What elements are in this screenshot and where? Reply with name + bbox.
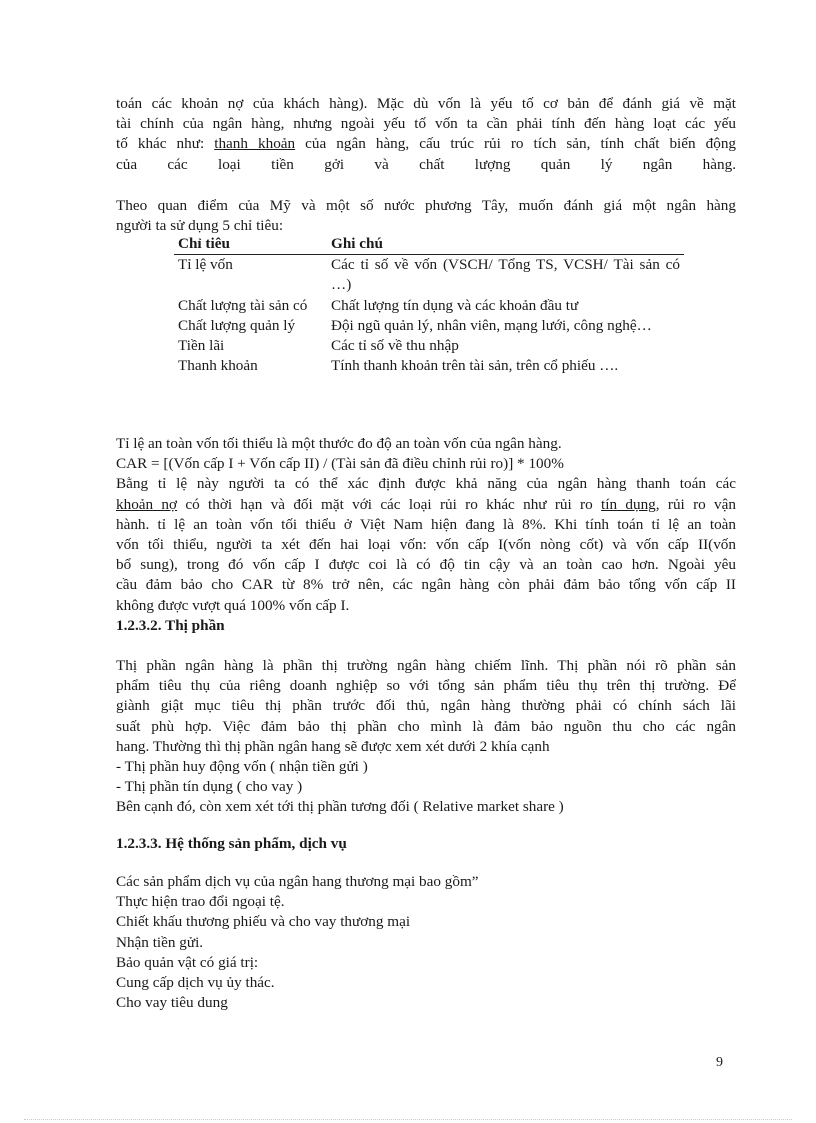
table-header-row (174, 234, 684, 255)
list-item: Cung cấp dịch vụ ủy thác. (116, 974, 275, 992)
table-cell: Tính thanh khoản trên tài sản, trên cổ phiếu …. (331, 357, 619, 375)
table-row (174, 296, 684, 316)
list-item: - Thị phần tín dụng ( cho vay ) (116, 778, 303, 796)
list-item: Chiết khấu thương phiếu và cho vay thương mại (116, 913, 411, 931)
criteria-table (174, 234, 684, 376)
text-line: Bằng tỉ lệ này người ta có thể xác định được khả năng của ngân hàng thanh toán các (116, 475, 736, 493)
table-cell: Đội ngũ quản lý, nhân viên, mạng lưới, công nghệ… (331, 316, 652, 334)
text-line: tài chính của ngân hàng, nhưng ngoài yếu tố vốn ta cần phải tính đến hàng loạt các yếu (116, 115, 736, 133)
column-header-criteria: Chỉ tiêu (174, 234, 327, 255)
list-item: Thực hiện trao đổi ngoại tệ. (116, 893, 285, 911)
text-line (116, 134, 736, 154)
text-span: có thời hạn và đối mặt với các loại rủi ro khác như rủi ro (177, 495, 602, 513)
table-cell: Các tỉ số về vốn (VSCH/ Tổng TS, VCSH/ Tài sản có …) (331, 256, 680, 294)
paragraph-car (116, 434, 736, 616)
text-line: người ta sử dụng 5 chỉ tiêu: (116, 217, 284, 235)
text-line: suất phù hợp. Việc đảm bảo thị phần cho mình là đảm bảo nguồn thu cho các ngân (116, 717, 736, 735)
page-bottom-divider (24, 1119, 792, 1120)
text-line: hành. tỉ lệ an toàn vốn tối thiểu ở Việt Nam hiện đang là 8%. Khi tính toán tỉ lệ an toàn (116, 515, 736, 533)
list-item: Bảo quản vật có giá trị: (116, 953, 259, 971)
text-line: phẩm tiêu thụ của riêng doanh nghiệp so với tổng sản phẩm tiêu thụ trên thị trường. Để (116, 677, 736, 695)
text-span: , rủi ro vận (655, 495, 736, 513)
column-header-notes: Ghi chú (327, 234, 684, 255)
table-cell: Thanh khoản (178, 357, 258, 375)
table-cell: Các tỉ số về thu nhập (331, 337, 459, 355)
text-line (116, 495, 736, 515)
car-formula: CAR = [(Vốn cấp I + Vốn cấp II) / (Tài sản đã điều chỉnh rủi ro)] * 100% (116, 455, 564, 473)
link-thanh-khoan[interactable]: thanh khoản (214, 135, 296, 153)
text-line: hang. Thường thì thị phần ngân hang sẽ được xem xét dưới 2 khía cạnh (116, 737, 550, 755)
text-line: của các loại tiền gởi và chất lượng quản lý ngân hàng. (116, 155, 736, 173)
table-cell: Chất lượng tài sản có (178, 296, 308, 314)
text-line: Tỉ lệ an toàn vốn tối thiểu là một thước đo độ an toàn vốn của ngân hàng. (116, 435, 562, 452)
table-row (174, 316, 684, 336)
section-heading-market-share: 1.2.3.2. Thị phần (116, 617, 225, 634)
paragraph-market-share (116, 656, 736, 818)
text-line: bổ sung), trong đó vốn cấp I được coi là có độ tin cậy và an toàn cao hơn. Ngoài yêu (116, 556, 736, 574)
text-line: Các sản phẩm dịch vụ của ngân hang thương mại bao gồm” (116, 873, 479, 890)
paragraph-capital (116, 94, 736, 175)
link-khoan-no[interactable]: khoản nợ (116, 495, 178, 513)
section-heading-products: 1.2.3.3. Hệ thống sản phẩm, dịch vụ (116, 835, 347, 852)
table-cell: Chất lượng tín dụng và các khoản đầu tư (331, 296, 579, 314)
text-line: cầu đảm bảo cho CAR từ 8% trở nên, các ngân hàng còn phải đảm bảo tổng vốn cấp II (116, 576, 736, 594)
text-span: tố khác như: (116, 135, 215, 153)
text-line: toán các khoản nợ của khách hàng). Mặc dù vốn là yếu tố cơ bản để đánh giá về mặt (116, 95, 736, 112)
text-line: vốn tối thiểu, người ta xét đến hai loại vốn: vốn cấp I(vốn nòng cốt) và vốn cấp II(vốn (116, 536, 736, 554)
text-line: giành giật mục tiêu thị phần trước đối thủ, ngân hàng thường phải có chính sách lãi (116, 697, 736, 715)
link-tin-dung[interactable]: tín dụng (601, 495, 656, 513)
text-line: không được vượt quá 100% vốn cấp I. (116, 596, 350, 614)
table-cell: Chất lượng quản lý (178, 316, 296, 334)
table-cell: Tỉ lệ vốn (178, 256, 233, 274)
page-number: 9 (716, 1055, 723, 1070)
table-row (174, 255, 684, 296)
list-item: - Thị phần huy động vốn ( nhận tiền gửi ) (116, 758, 368, 776)
text-line: Theo quan điểm của Mỹ và một số nước phương Tây, muốn đánh giá một ngân hàng (116, 197, 736, 214)
text-line: Thị phần ngân hàng là phần thị trường ngân hàng chiếm lĩnh. Thị phần nói rõ phần sản (116, 657, 736, 674)
paragraph-products (116, 872, 736, 1013)
table-cell: Tiền lãi (178, 337, 225, 355)
paragraph-criteria-intro (116, 196, 736, 236)
table-row (174, 336, 684, 356)
list-item: Nhận tiền gửi. (116, 933, 204, 951)
list-item: Cho vay tiêu dung (116, 994, 228, 1012)
text-line: Bên cạnh đó, còn xem xét tới thị phần tương đối ( Relative market share ) (116, 798, 564, 816)
text-span: của ngân hàng, cấu trúc rủi ro tích sản, tính chất biến động (295, 135, 737, 153)
table-row (174, 356, 684, 376)
